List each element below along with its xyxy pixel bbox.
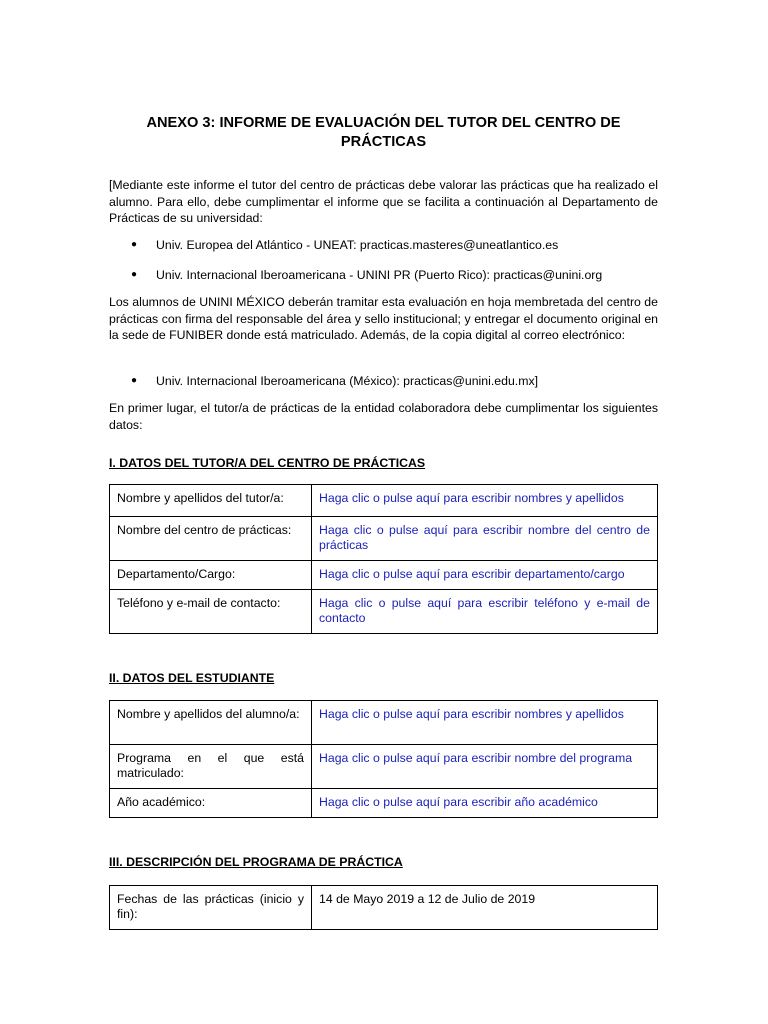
program-data-table <box>109 885 658 930</box>
academic-year-field[interactable]: Haga clic o pulse aquí para escribir año académico <box>312 789 658 818</box>
list-item-text: Univ. Europea del Atlántico - UNEAT: practicas.masteres@uneatlantico.es <box>156 238 559 252</box>
contact-field[interactable]: Haga clic o pulse aquí para escribir teléfono y e-mail de contacto <box>312 590 658 634</box>
field-label: Año académico: <box>110 789 312 818</box>
student-data-table <box>109 700 658 818</box>
table-row <box>110 701 658 745</box>
bullet-icon: ● <box>131 239 138 250</box>
field-label: Departamento/Cargo: <box>110 561 312 590</box>
department-field[interactable]: Haga clic o pulse aquí para escribir departamento/cargo <box>312 561 658 590</box>
first-instructions-paragraph: En primer lugar, el tutor/a de prácticas de la entidad colaboradora debe cumplimentar los siguientes datos: <box>109 401 658 432</box>
program-field[interactable]: Haga clic o pulse aquí para escribir nombre del programa <box>312 745 658 789</box>
field-label: Teléfono y e-mail de contacto: <box>110 590 312 634</box>
table-row <box>110 886 658 930</box>
section-heading-program: III. DESCRIPCIÓN DEL PROGRAMA DE PRÁCTICA <box>109 855 403 869</box>
list-item-text: Univ. Internacional Iberoamericana - UNINI PR (Puerto Rico): practicas@unini.org <box>156 268 603 282</box>
mexico-paragraph: Los alumnos de UNINI MÉXICO deberán tramitar esta evaluación en hoja membretada del centro de prácticas con firma del responsable del área y sello institucional; y entregar el documento original en la sede de FUNIBER donde está matriculado. Además, de la copia digital al correo electrónico: <box>109 295 658 342</box>
list-item-text: Univ. Internacional Iberoamericana (México): practicas@unini.edu.mx] <box>156 374 539 388</box>
tutor-name-field[interactable]: Haga clic o pulse aquí para escribir nombres y apellidos <box>312 485 658 517</box>
section-heading-tutor: I. DATOS DEL TUTOR/A DEL CENTRO DE PRÁCTICAS <box>109 456 426 470</box>
section-heading-student: II. DATOS DEL ESTUDIANTE <box>109 671 275 685</box>
practice-dates-field[interactable]: 14 de Mayo 2019 a 12 de Julio de 2019 <box>312 886 658 930</box>
document-title: ANEXO 3: INFORME DE EVALUACIÓN DEL TUTOR DEL CENTRO DE PRÁCTICAS <box>146 115 621 150</box>
table-row <box>110 485 658 517</box>
center-name-field[interactable]: Haga clic o pulse aquí para escribir nombre del centro de prácticas <box>312 517 658 561</box>
field-label: Programa en el que está matriculado: <box>110 745 312 789</box>
bullet-icon: ● <box>131 375 138 386</box>
bullet-icon: ● <box>131 269 138 280</box>
table-row <box>110 561 658 590</box>
table-row <box>110 517 658 561</box>
table-row <box>110 745 658 789</box>
field-label: Nombre y apellidos del tutor/a: <box>110 485 312 517</box>
field-label: Nombre del centro de prácticas: <box>110 517 312 561</box>
intro-paragraph: [Mediante este informe el tutor del centro de prácticas debe valorar las prácticas que ha realizado el alumno. Para ello, debe cumplimentar el informe que se facilita a continuación al Departamento de Prácticas de su universidad: <box>109 178 658 225</box>
table-row <box>110 590 658 634</box>
student-name-field[interactable]: Haga clic o pulse aquí para escribir nombres y apellidos <box>312 701 658 745</box>
tutor-data-table <box>109 484 658 634</box>
field-label: Nombre y apellidos del alumno/a: <box>110 701 312 745</box>
field-label: Fechas de las prácticas (inicio y fin): <box>110 886 312 930</box>
table-row <box>110 789 658 818</box>
